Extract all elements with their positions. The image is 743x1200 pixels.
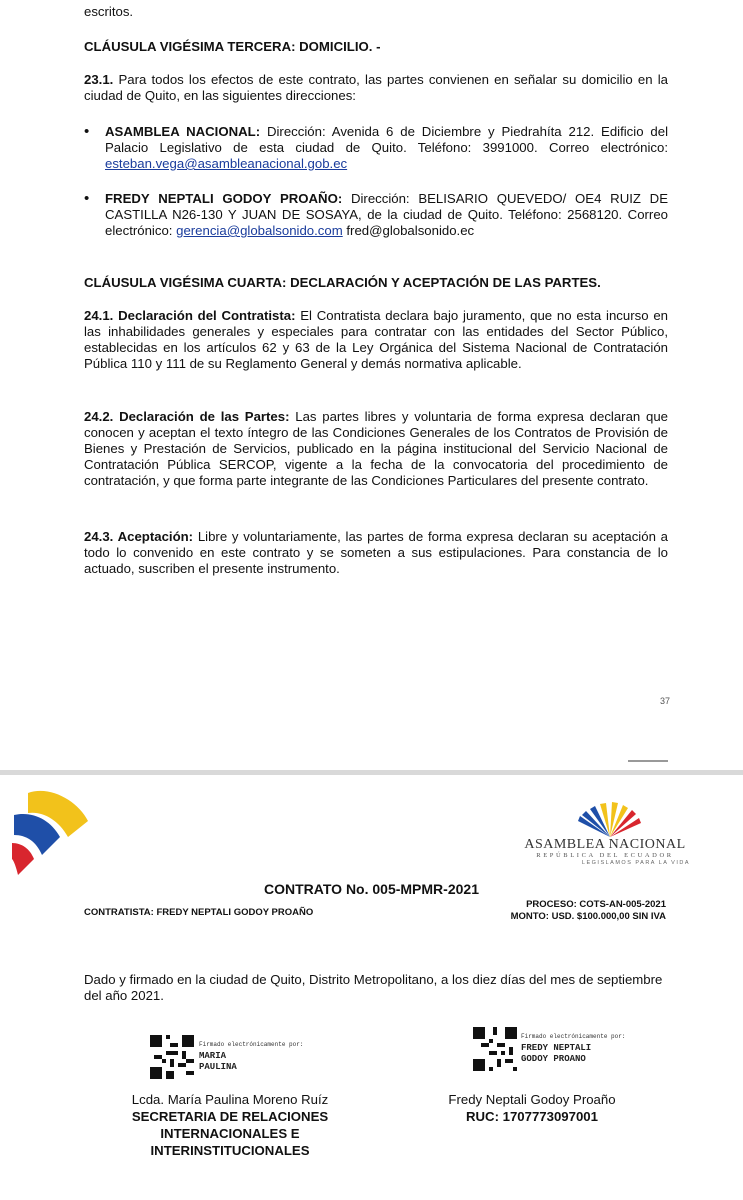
bullet-icon: • [84,123,90,140]
contratista-label: CONTRATISTA: FREDY NEPTALI GODOY PROAÑO [84,907,314,918]
address-contratista-text: Dirección: BELISARIO QUEVEDO/ OE4 RUIZ DE CASTILLA N26-130 Y JUAN DE SOSAYA, de la ciudad de Quito. Teléfono: 2568120. Correo electrónico: [105,191,668,238]
address-asamblea-text: Dirección: Avenida 6 de Diciembre y Piedrahíta 212. Edificio del Palacio Legislativo de esta ciudad de Quito. Teléfono: 3991000. Correo electrónico: [105,124,669,155]
qr-code-signature-1-icon [150,1035,194,1079]
asamblea-logo-subtitle: REPÚBLICA DEL ECUADOR [536,852,674,859]
clause-23-1-label: 23.1. [84,72,114,87]
proceso-label: PROCESO: COTS-AN-005-2021 [526,899,666,910]
party-name-contratista: FREDY NEPTALI GODOY PROAÑO: [105,191,343,206]
signature-2-signed-by: Firmado electrónicamente por: [521,1033,626,1040]
party-name-asamblea: ASAMBLEA NACIONAL: [105,124,261,139]
contract-title: CONTRATO No. 005-MPMR-2021 [264,881,479,897]
clause-24-3 [84,529,668,577]
email-link-contratista[interactable]: gerencia@globalsonido.com [176,223,343,238]
page-footer-line [628,760,668,762]
clause-24-3-label: 24.3. Aceptación: [84,529,194,544]
clause-24-3-text: Libre y voluntariamente, las partes de forma expresa declaran su aceptación a todo lo convenido en este contrato y se someten a sus estipulaciones. Para constancia de lo actuado, suscriben el presente instrumento. [84,529,668,576]
bullet-icon: • [84,190,90,207]
clause-24-2 [84,409,668,489]
email-contratista-2: fred@globalsonido.ec [342,223,475,238]
monto-label: MONTO: USD. $100.000,00 SIN IVA [510,911,666,922]
clause-23-1-text: Para todos los efectos de este contrato, las partes convienen en señalar su domicilio en la ciudad de Quito, en las siguientes direcciones: [84,72,668,103]
clause-24-2-text: Las partes libres y voluntaria de forma expresa declaran que conocen y aceptan el texto íntegro de las Condiciones Generales de los Contratos de Provisión de Bienes y Prestación de Servicios, publicado en la página institucional del Servicio Nacional de Contratación Pública SERCOP, vigente a la fecha de la convocatoria del procedimiento de contratación, y que forma parte integrante de las Condiciones Particulares del presente contrato. [84,409,668,488]
qr-code-signature-2-icon [473,1027,517,1071]
address-asamblea [105,124,668,172]
ecuador-flag-stripes-icon [10,785,90,885]
signatory-1-name: Lcda. María Paulina Moreno Ruíz [131,1092,329,1107]
clause-23-title: CLÁUSULA VIGÉSIMA TERCERA: DOMICILIO. - [84,39,381,54]
signature-1-stamp-line-2: PAULINA [199,1062,237,1072]
closing-statement: Dado y firmado en la ciudad de Quito, Distrito Metropolitano, a los diez días del mes de septiembre del año 2021. [84,972,663,1003]
address-contratista [105,191,668,239]
signature-1-stamp-line-1: MARIA [199,1051,227,1061]
signatory-1-role-line-2: INTERNACIONALES E [160,1126,300,1141]
signatory-2-name: Fredy Neptali Godoy Proaño [448,1092,616,1107]
page-number: 37 [660,696,671,706]
clause-24-1-text: El Contratista declara bajo juramento, que no esta incurso en las inhabilidades generales y especiales para contratar con las entidades del Sector Público, establecidas en los artículos 62 y 63 de la Ley Orgánica del Sistema Nacional de Contratación Pública 110 y 111 de su Reglamento General y demás normativa aplicable. [84,308,668,371]
signatory-1-role-line-3: INTERINSTITUCIONALES [150,1143,310,1158]
asamblea-logo-name: ASAMBLEA NACIONAL [524,837,686,852]
signatory-1-role-line-1: SECRETARIA DE RELACIONES [131,1109,329,1124]
email-link-asamblea[interactable]: esteban.vega@asambleanacional.gob.ec [105,156,348,171]
document-page-signatures [0,775,743,1200]
signature-2-stamp-line-1: FREDY NEPTALI [521,1043,592,1053]
asamblea-sunburst-logo-icon [560,801,660,839]
clause-24-1-label: 24.1. Declaración del Contratista: [84,308,296,323]
signature-2-stamp-line-2: GODOY PROANO [521,1054,586,1064]
signatory-2-ruc: RUC: 1707773097001 [466,1109,598,1124]
clause-24-1 [84,308,668,372]
clause-23-1 [84,72,668,104]
clause-24-title: CLÁUSULA VIGÉSIMA CUARTA: DECLARACIÓN Y ACEPTACIÓN DE LAS PARTES. [84,275,601,290]
clause-24-2-label: 24.2. Declaración de las Partes: [84,409,290,424]
signature-1-signed-by: Firmado electrónicamente por: [199,1041,304,1048]
top-fragment: escritos. [84,4,134,19]
asamblea-logo-slogan: LEGISLAMOS PARA LA VIDA [581,860,690,866]
